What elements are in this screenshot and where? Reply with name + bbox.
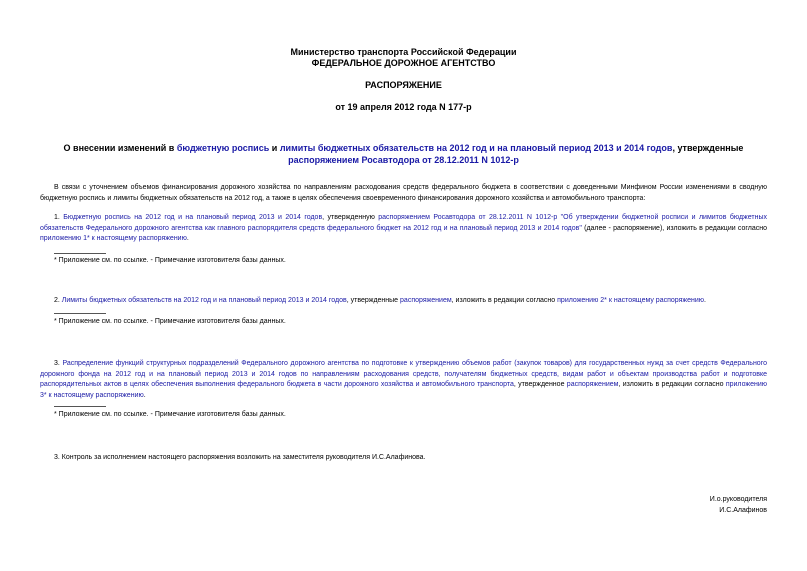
footnote-divider-1: [54, 253, 106, 254]
item-2-text-1: , утвержденные: [346, 297, 401, 304]
item-3-link-appendix[interactable]: приложению 3* к настоящему распоряжению: [40, 381, 767, 399]
item-1-text-2: (далее - распоряжение), изложить в редакции согласно: [581, 224, 767, 232]
item-4-paragraph: 3. Контроль за исполнением настоящего распоряжения возложить на заместителя руководителя И.С.Алафинова.: [54, 454, 426, 461]
document-date-number: от 19 апреля 2012 года N 177-р: [335, 102, 472, 112]
subject-text-2: и: [269, 143, 280, 153]
footnote-divider-2: [54, 313, 106, 314]
item-2-link-budget-limits[interactable]: Лимиты бюджетных обязательств на 2012 год и на плановый период 2013 и 2014 годов: [61, 297, 347, 304]
link-rosavtodor-order[interactable]: распоряжением Росавтодора от 28.12.2011 N 1012-р: [288, 155, 519, 165]
item-1-text-3: .: [186, 235, 189, 242]
subject-text-3: , утвержденные: [672, 143, 744, 153]
item-1-link-appendix[interactable]: приложению 1* к настоящему распоряжению: [40, 235, 187, 242]
item-3-text-3: .: [143, 391, 146, 399]
preamble-paragraph: В связи с уточнением объемов финансирования дорожного хозяйства по направлениям расходования средств федерального бюджета в соответствии с доведенными Минфином России изменениями в сводную бюджетную роспись и лимиты бюджетных обязательств на 2012 год, а также в целях обеспечения своевременного финансирования дорожного хозяйства и автомобильного транспорта:: [40, 184, 767, 202]
item-2-paragraph: [40, 296, 767, 307]
item-2-link-appendix[interactable]: приложению 2* к настоящему распоряжению: [557, 297, 704, 304]
item-1-number: 1.: [54, 214, 64, 221]
signature-name: И.С.Алафинов: [719, 507, 767, 514]
item-1-link-order[interactable]: распоряжением Росавтодора от 28.12.2011 N 1012-р "Об утверждении бюджетной росписи и лимитов бюджетных обязательств Федерального дорожного агентства как главного распорядителя средств федерального бюджет на 2012 год и на плановый период 2013 и 2014 годов": [40, 214, 767, 232]
item-2-number: 2.: [54, 297, 62, 304]
ministry-name: Министерство транспорта Российской Федерации: [290, 47, 517, 57]
item-3-link-functions[interactable]: Распределение функций структурных подразделений Федерального дорожного агентства по подготовке к утверждению объемов работ (закупок товаров) для государственных нужд за счет средств Федерального дорожного фонда на 2012 год и на плановый период 2013 и 2014 годов по направлениям расходования средств, получателям бюджетных средств, видам работ и объектам производства работ и подготовке распорядительных актов в целях обеспечения выполнения федерального бюджета в части дорожного хозяйства и автомобильного транспорта: [40, 360, 767, 388]
item-3-number: 3.: [54, 360, 63, 367]
agency-name: ФЕДЕРАЛЬНОЕ ДОРОЖНОЕ АГЕНТСТВО: [311, 58, 496, 68]
item-3-text-2: , изложить в редакции согласно: [618, 381, 726, 388]
footnote-1: * Приложение см. по ссылке. - Примечание изготовителя базы данных.: [54, 257, 286, 264]
item-2-text-2: , изложить в редакции согласно: [451, 297, 558, 304]
item-1-link-budget-schedule[interactable]: Бюджетную роспись на 2012 год и на плановый период 2013 и 2014 годов: [63, 214, 323, 221]
link-budget-schedule[interactable]: бюджетную роспись: [176, 143, 270, 153]
subject-text-1: О внесении изменений в: [63, 143, 177, 153]
footnote-divider-3: [54, 406, 106, 407]
item-2-link-order[interactable]: распоряжением: [400, 297, 452, 304]
item-3-paragraph: [40, 359, 767, 401]
footnote-2: * Приложение см. по ссылке. - Примечание изготовителя базы данных.: [54, 318, 286, 325]
signature-title: И.о.руководителя: [709, 496, 767, 503]
footnote-3: * Приложение см. по ссылке. - Примечание изготовителя базы данных.: [54, 411, 286, 418]
item-1-paragraph: [40, 213, 767, 245]
link-budget-limits[interactable]: лимиты бюджетных обязательств на 2012 год и на плановый период 2013 и 2014 годов: [279, 143, 673, 153]
item-3-link-order[interactable]: распоряжением: [566, 381, 619, 388]
item-1-text-1: , утвержденную: [322, 214, 379, 221]
document-type: РАСПОРЯЖЕНИЕ: [365, 80, 442, 90]
item-2-text-3: .: [703, 297, 706, 304]
document-subject: [40, 142, 767, 166]
item-3-text-1: , утвержденное: [513, 381, 567, 388]
